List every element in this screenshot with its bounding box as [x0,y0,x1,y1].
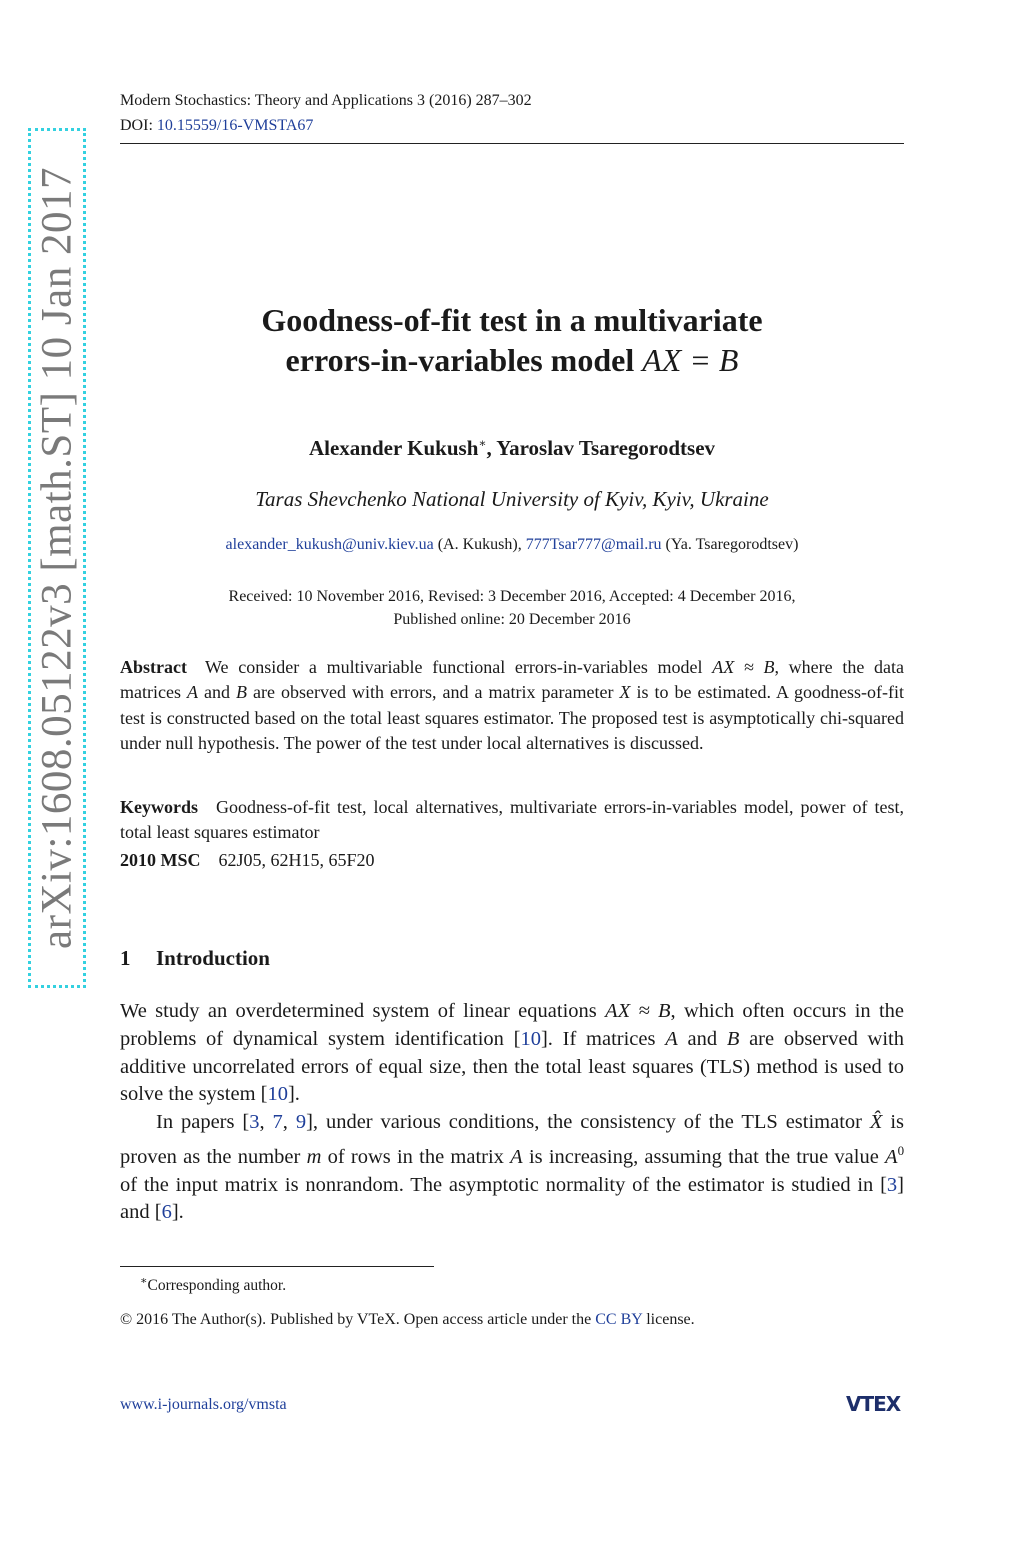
email-owner-tsaregorodtsev: (Ya. Tsaregorodtsev) [665,536,799,553]
intro-text: is increasing, assuming that the true value [528,1145,879,1168]
intro-text: , [282,1111,296,1134]
citation-link[interactable]: 3 [886,1173,898,1196]
intro-text: and [687,1027,718,1050]
intro-text: of rows in the matrix [327,1145,504,1168]
intro-text: is proven as the number [120,1111,905,1168]
email-kukush[interactable]: alexander_kukush@univ.kiev.ua [225,536,434,553]
intro-math: A [510,1145,523,1168]
email-owner-kukush: (A. Kukush), [437,536,522,553]
abstract-text-4: are observed with errors, and a matrix parameter [253,682,614,703]
msc-label: 2010 MSC [120,850,201,870]
license-text: © 2016 The Author(s). Published by VTeX. Open access article under the [120,1311,592,1328]
footnote-text: Corresponding author. [147,1277,287,1295]
introduction-body [120,998,904,1227]
journal-header [120,88,532,138]
journal-website-link[interactable]: www.i-journals.org/vmsta [120,1396,287,1413]
email-tsaregorodtsev[interactable]: 777Tsar777@mail.ru [525,536,662,553]
intro-text: ], under various conditions, the consistency of the TLS estimator [306,1111,862,1134]
section-heading [120,946,270,971]
dates-line-1: Received: 10 November 2016, Revised: 3 December 2016, Accepted: 4 December 2016, [228,588,796,605]
citation-link[interactable]: 6 [161,1201,172,1224]
intro-text: In papers [ [156,1111,250,1134]
intro-math: m [306,1145,322,1168]
title-line-1: Goodness-of-fit test in a multivariate [261,302,763,338]
citation-link[interactable]: 10 [520,1027,541,1050]
abstract-label: Abstract [120,657,187,677]
abstract [120,655,904,757]
footnote-divider [120,1266,434,1267]
intro-math: A [665,1027,678,1050]
intro-equation: AX ≈ B [605,1000,671,1022]
section-title: Introduction [156,946,270,970]
intro-text: are observed with additive uncorrelated errors of equal size, then the total least squares (TLS) method is used to solve the system [ [120,1027,905,1106]
section-number: 1 [120,946,131,970]
citation-link[interactable]: 7 [272,1111,283,1134]
doi-link[interactable]: 10.15559/16-VMSTA67 [156,117,314,134]
intro-paragraph-1 [120,998,904,1109]
keywords [120,795,904,846]
affiliation: Taras Shevchenko National University of Kyiv, Kyiv, Ukraine [255,487,769,511]
abstract-text-5: is to be estimated. A goodness-of-fit test is constructed based on the total least squares estimator. The proposed test is asymptotically chi-squared under null hypothesis. The power of the test under local alternatives is discussed. [120,682,905,754]
title-line-2-text: errors-in-variables model [285,342,635,378]
keywords-label: Keywords [120,797,198,817]
math-superscript: 0 [897,1142,905,1158]
author-emails [120,536,904,554]
doi-line [120,113,532,138]
msc-codes: 62J05, 62H15, 65F20 [218,850,375,870]
header-divider [120,143,904,144]
intro-text: ]. [287,1083,300,1106]
intro-math: X̂ [869,1111,883,1134]
corresponding-mark: ∗ [478,436,487,450]
title-equation: AX = B [642,342,739,378]
arxiv-stamp: arXiv:1608.05122v3 [math.ST] 10 Jan 2017 [33,167,81,949]
citation-link[interactable]: 9 [295,1111,307,1134]
publication-dates [120,585,904,631]
intro-text: , [259,1111,273,1134]
intro-text: of the input matrix is nonrandom. The asymptotic normality of the estimator is studied in [ [120,1173,887,1196]
math-base: A [885,1145,898,1168]
citation-link[interactable]: 3 [249,1111,260,1134]
intro-text: We study an overdetermined system of linear equations [120,1000,597,1022]
license-notice [120,1311,695,1329]
abstract-math-a: A [187,682,198,703]
intro-math [885,1142,905,1168]
intro-text: ] and [ [120,1173,904,1224]
footnote [140,1274,286,1295]
author-separator: , [486,436,492,460]
abstract-math-b: B [236,682,248,703]
paper-title [120,300,904,380]
abstract-equation: AX ≈ B [712,657,775,677]
vtex-logo: VTEX [846,1392,901,1416]
intro-text: ]. [171,1201,184,1224]
journal-citation: Modern Stochastics: Theory and Applications 3 (2016) 287–302 [120,92,532,109]
footnote-mark: ∗ [140,1275,148,1287]
keywords-text: Goodness-of-fit test, local alternatives, multivariate errors-in-variables model, power of test, total least squares estimator [120,797,904,843]
cc-by-link[interactable]: CC BY [595,1311,643,1328]
abstract-text-3: and [204,682,231,703]
citation-link[interactable]: 10 [267,1083,288,1106]
dates-line-2: Published online: 20 December 2016 [393,611,631,628]
intro-text: , which often occurs in the problems of dynamical system identification [ [120,1000,905,1050]
abstract-text-2: , where the data matrices [120,657,904,703]
title-line-2 [120,340,904,380]
author-list [120,436,904,461]
license-suffix: license. [646,1311,695,1328]
abstract-math-x: X [619,682,631,703]
intro-paragraph-2 [120,1109,904,1227]
intro-math: B [726,1027,740,1050]
author-kukush: Alexander Kukush [308,436,479,460]
doi-label: DOI: [120,117,153,134]
msc-classification [120,850,904,871]
intro-text: ]. If matrices [540,1027,656,1050]
author-tsaregorodtsev: Yaroslav Tsaregorodtsev [496,436,716,460]
abstract-text-1: We consider a multivariable functional errors-in-variables model [204,657,703,677]
